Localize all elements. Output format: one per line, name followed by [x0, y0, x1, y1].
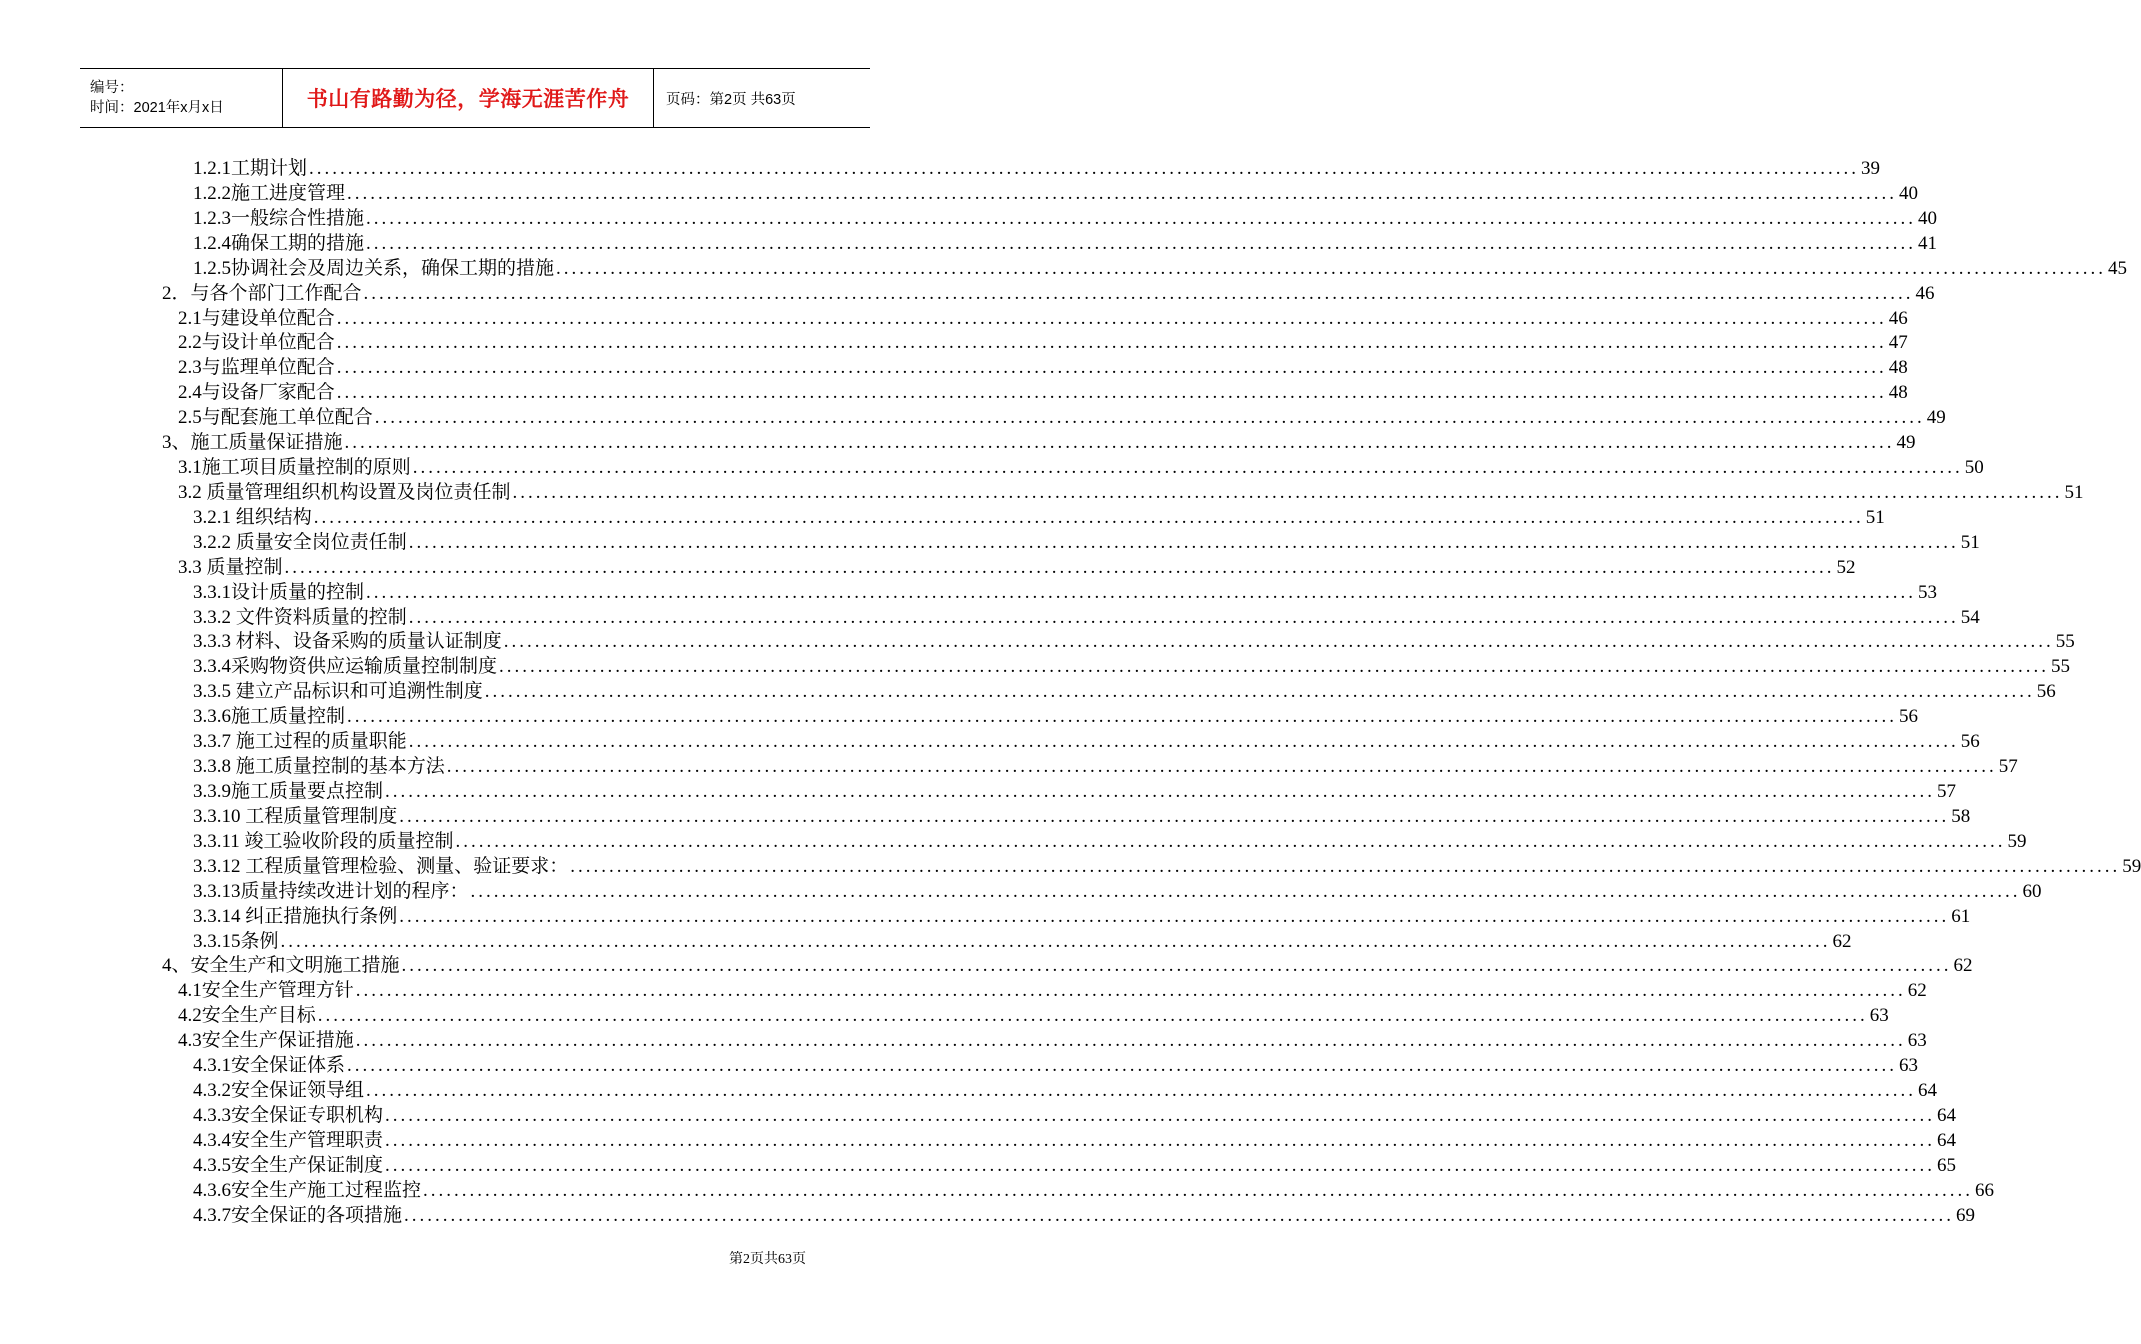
toc-dot-leader: ........................................................................................................................................................................................................ — [385, 1104, 1936, 1126]
toc-dot-leader: ........................................................................................................................................................................................................ — [336, 382, 1887, 404]
toc-entry[interactable] — [178, 329, 1908, 354]
toc-entry-title: 4.2安全生产目标 — [178, 1005, 316, 1027]
toc-dot-leader: ........................................................................................................................................................................................................ — [374, 407, 1925, 429]
toc-entry-title: 3.3.5 建立产品标识和可追溯性制度 — [193, 681, 483, 703]
toc-entry-page: 49 — [1926, 407, 1946, 429]
toc-dot-leader: ........................................................................................................................................................................................................ — [408, 606, 1959, 628]
toc-entry-title: 2.5与配套施工单位配合 — [178, 407, 373, 429]
document-date: 时间：2021年x月x日 — [90, 100, 224, 116]
toc-dot-leader: ........................................................................................................................................................................................................ — [355, 1030, 1906, 1052]
toc-entry[interactable] — [193, 1052, 1919, 1077]
toc-entry-page: 64 — [1937, 1129, 1957, 1151]
toc-entry[interactable] — [193, 878, 2042, 903]
toc-entry-title: 3.2.1 组织结构 — [193, 506, 312, 528]
toc-entry-title: 1.2.5协调社会及周边关系，确保工期的措施 — [193, 257, 555, 279]
toc-entry-title: 3.3.7 施工过程的质量职能 — [193, 731, 407, 753]
toc-entry-page: 57 — [1937, 781, 1957, 802]
toc-entry-title: 3.2 质量管理组织机构设置及岗位责任制 — [178, 481, 511, 503]
toc-entry-page: 46 — [1888, 307, 1908, 329]
toc-dot-leader: ........................................................................................................................................................................................................ — [363, 282, 1914, 304]
toc-dot-leader: ........................................................................................................................................................................................................ — [404, 1204, 1955, 1226]
toc-dot-leader: ........................................................................................................................................................................................................ — [366, 207, 1917, 229]
toc-entry-title: 3.3.9施工质量要点控制 — [193, 781, 384, 802]
page-header — [80, 68, 870, 128]
toc-entry-title: 4.3.6安全生产施工过程监控 — [193, 1179, 422, 1201]
toc-entry-title: 2.4与设备厂家配合 — [178, 382, 335, 404]
toc-entry[interactable] — [178, 454, 1984, 479]
toc-entry-page: 53 — [1918, 581, 1938, 603]
toc-entry[interactable] — [193, 1202, 1976, 1227]
toc-entry-page: 64 — [1918, 1080, 1938, 1102]
toc-dot-leader: ........................................................................................................................................................................................................ — [317, 1005, 1868, 1027]
toc-dot-leader: ........................................................................................................................................................................................................ — [347, 182, 1898, 204]
header-motto: 书山有路勤为径，学海无涯苦作舟 — [282, 69, 654, 127]
toc-entry-page: 62 — [1907, 980, 1927, 1002]
toc-entry-page: 51 — [1865, 506, 1885, 528]
toc-dot-leader: ........................................................................................................................................................................................................ — [355, 980, 1906, 1002]
toc-dot-leader: ........................................................................................................................................................................................................ — [455, 830, 2006, 852]
toc-entry[interactable] — [162, 952, 1973, 977]
toc-entry-title: 1.2.4确保工期的措施 — [193, 232, 365, 254]
toc-entry-title: 3.2.2 质量安全岗位责任制 — [193, 531, 407, 553]
toc-entry-page: 56 — [2036, 681, 2056, 703]
toc-dot-leader: ........................................................................................................................................................................................................ — [280, 930, 1831, 952]
toc-dot-leader: ........................................................................................................................................................................................................ — [446, 756, 1997, 778]
toc-entry-title: 3、施工质量保证措施 — [162, 432, 343, 454]
toc-dot-leader: ........................................................................................................................................................................................................ — [570, 855, 2121, 877]
toc-entry-page: 41 — [1918, 232, 1938, 254]
toc-dot-leader: ........................................................................................................................................................................................................ — [366, 581, 1917, 603]
toc-entry[interactable] — [193, 628, 2075, 653]
toc-entry[interactable] — [193, 753, 2018, 778]
toc-entry-page: 56 — [1960, 731, 1980, 753]
toc-dot-leader: ........................................................................................................................................................................................................ — [423, 1179, 1974, 1201]
toc-dot-leader: ........................................................................................................................................................................................................ — [385, 781, 1936, 802]
toc-entry-title: 3.3.13质量持续改进计划的程序： — [193, 880, 469, 902]
toc-entry[interactable] — [193, 903, 1971, 928]
toc-entry[interactable] — [193, 653, 2071, 678]
toc-entry-page: 55 — [2055, 631, 2075, 653]
toc-dot-leader: ........................................................................................................................................................................................................ — [399, 905, 1950, 927]
toc-entry-page: 49 — [1896, 432, 1916, 454]
toc-entry-page: 39 — [1861, 158, 1881, 179]
toc-entry-title: 3.3.1设计质量的控制 — [193, 581, 365, 603]
toc-dot-leader: ........................................................................................................................................................................................................ — [408, 531, 1959, 553]
toc-entry[interactable] — [162, 429, 1916, 454]
toc-entry-page: 48 — [1888, 357, 1908, 379]
toc-entry-title: 2．与各个部门工作配合 — [162, 282, 362, 304]
toc-entry[interactable] — [178, 404, 1946, 429]
toc-dot-leader: ........................................................................................................................................................................................................ — [313, 506, 1864, 528]
toc-entry-title: 4、安全生产和文明施工措施 — [162, 955, 400, 977]
toc-entry[interactable] — [178, 379, 1908, 404]
toc-dot-leader: ........................................................................................................................................................................................................ — [399, 805, 1950, 827]
toc-dot-leader: ........................................................................................................................................................................................................ — [401, 955, 1952, 977]
header-page-number: 页码：第2页 共63页 — [666, 91, 796, 108]
toc-entry-title: 3.3 质量控制 — [178, 556, 283, 578]
toc-entry-title: 3.3.3 材料、设备采购的质量认证制度 — [193, 631, 502, 653]
toc-entry-page: 55 — [2051, 656, 2071, 678]
toc-entry[interactable] — [193, 703, 1919, 728]
toc-entry-page: 51 — [1960, 531, 1980, 553]
toc-entry-title: 2.2与设计单位配合 — [178, 332, 335, 354]
toc-entry[interactable] — [193, 504, 1885, 529]
toc-entry-page: 48 — [1888, 382, 1908, 404]
toc-dot-leader: ........................................................................................................................................................................................................ — [408, 731, 1959, 753]
toc-entry-title: 3.3.11 竣工验收阶段的质量控制 — [193, 830, 454, 852]
toc-entry-page: 62 — [1832, 930, 1852, 952]
toc-entry-title: 4.3.4安全生产管理职责 — [193, 1129, 384, 1151]
toc-entry-page: 54 — [1960, 606, 1980, 628]
toc-entry[interactable] — [193, 678, 2056, 703]
toc-entry[interactable] — [193, 803, 1971, 828]
toc-entry-title: 2.3与监理单位配合 — [178, 357, 335, 379]
toc-entry-title: 1.2.1工期计划 — [193, 158, 308, 179]
toc-entry[interactable] — [178, 1027, 1927, 1052]
toc-entry-page: 63 — [1869, 1005, 1889, 1027]
toc-entry[interactable] — [178, 305, 1908, 330]
toc-dot-leader: ........................................................................................................................................................................................................ — [309, 158, 1860, 179]
toc-entry-title: 3.3.4采购物资供应运输质量控制制度 — [193, 656, 498, 678]
toc-entry[interactable] — [193, 928, 1852, 953]
toc-dot-leader: ........................................................................................................................................................................................................ — [344, 432, 1895, 454]
toc-entry[interactable] — [193, 728, 1980, 753]
toc-entry-page: 60 — [2022, 880, 2042, 902]
toc-entry[interactable] — [178, 977, 1927, 1002]
toc-dot-leader: ........................................................................................................................................................................................................ — [336, 332, 1887, 354]
toc-entry[interactable] — [193, 604, 1980, 629]
toc-dot-leader: ........................................................................................................................................................................................................ — [385, 1154, 1936, 1176]
toc-dot-leader: ........................................................................................................................................................................................................ — [470, 880, 2021, 902]
toc-entry-title: 1.2.3一般综合性措施 — [193, 207, 365, 229]
toc-entry-title: 3.1施工项目质量控制的原则 — [178, 457, 411, 479]
toc-entry-page: 61 — [1951, 905, 1971, 927]
toc-entry-title: 4.1安全生产管理方针 — [178, 980, 354, 1002]
toc-entry-page: 46 — [1915, 282, 1935, 304]
toc-entry-page: 51 — [2064, 481, 2084, 503]
toc-entry[interactable] — [193, 255, 2128, 280]
header-meta — [80, 69, 282, 127]
toc-entry[interactable] — [178, 554, 1856, 579]
toc-entry-page: 59 — [2122, 855, 2141, 877]
toc-entry-title: 3.3.10 工程质量管理制度 — [193, 805, 398, 827]
toc-entry[interactable] — [193, 1102, 1957, 1127]
toc-entry-page: 56 — [1899, 706, 1919, 728]
toc-entry-page: 52 — [1836, 556, 1856, 578]
toc-entry-page: 58 — [1951, 805, 1971, 827]
toc-entry[interactable] — [193, 205, 1938, 230]
toc-entry-title: 4.3.2安全保证领导组 — [193, 1080, 365, 1102]
toc-entry-title: 4.3.3安全保证专职机构 — [193, 1104, 384, 1126]
toc-entry-page: 40 — [1899, 182, 1919, 204]
toc-entry[interactable] — [193, 155, 1881, 180]
toc-entry[interactable] — [193, 1127, 1957, 1152]
toc-entry-page: 66 — [1975, 1179, 1995, 1201]
toc-entry-title: 2.1与建设单位配合 — [178, 307, 335, 329]
toc-entry[interactable] — [178, 354, 1908, 379]
toc-entry-page: 50 — [1964, 457, 1984, 479]
toc-entry-title: 3.3.12 工程质量管理检验、测量、验证要求： — [193, 855, 569, 877]
toc-entry-title: 4.3安全生产保证措施 — [178, 1030, 354, 1052]
document-code-label: 编号： — [90, 80, 134, 96]
toc-dot-leader: ........................................................................................................................................................................................................ — [366, 232, 1917, 254]
toc-dot-leader: ........................................................................................................................................................................................................ — [499, 656, 2050, 678]
toc-entry[interactable] — [193, 230, 1938, 255]
toc-dot-leader: ........................................................................................................................................................................................................ — [556, 257, 2107, 279]
toc-dot-leader: ........................................................................................................................................................................................................ — [336, 307, 1887, 329]
toc-entry-page: 40 — [1918, 207, 1938, 229]
toc-entry-page: 62 — [1953, 955, 1973, 977]
toc-dot-leader: ........................................................................................................................................................................................................ — [366, 1080, 1917, 1102]
toc-dot-leader: ........................................................................................................................................................................................................ — [347, 1055, 1898, 1077]
toc-dot-leader: ........................................................................................................................................................................................................ — [512, 481, 2063, 503]
toc-entry-title: 3.3.6施工质量控制 — [193, 706, 346, 728]
toc-entry[interactable] — [193, 853, 2141, 878]
toc-entry[interactable] — [193, 828, 2027, 853]
toc-entry-title: 3.3.2 文件资料质量的控制 — [193, 606, 407, 628]
toc-entry-page: 63 — [1899, 1055, 1919, 1077]
toc-entry-title: 3.3.8 施工质量控制的基本方法 — [193, 756, 445, 778]
toc-entry-title: 4.3.5安全生产保证制度 — [193, 1154, 384, 1176]
toc-dot-leader: ........................................................................................................................................................................................................ — [503, 631, 2054, 653]
toc-entry[interactable] — [193, 1077, 1938, 1102]
toc-entry-title: 3.3.14 纠正措施执行条例 — [193, 905, 398, 927]
toc-entry-page: 65 — [1937, 1154, 1957, 1176]
toc-dot-leader: ........................................................................................................................................................................................................ — [284, 556, 1835, 578]
toc-entry-page: 59 — [2007, 830, 2027, 852]
toc-dot-leader: ........................................................................................................................................................................................................ — [484, 681, 2035, 703]
toc-entry-page: 57 — [1998, 756, 2018, 778]
toc-dot-leader: ........................................................................................................................................................................................................ — [412, 457, 1963, 479]
toc-entry[interactable] — [193, 579, 1938, 604]
toc-entry-page: 45 — [2108, 257, 2128, 279]
toc-entry-page: 69 — [1956, 1204, 1976, 1226]
toc-entry-page: 64 — [1937, 1104, 1957, 1126]
page-footer: 第2页共63页 — [729, 1252, 806, 1267]
toc-entry[interactable] — [162, 280, 1935, 305]
toc-entry[interactable] — [193, 1177, 1995, 1202]
toc-entry[interactable] — [193, 778, 1957, 803]
toc-entry-page: 63 — [1907, 1030, 1927, 1052]
toc-entry[interactable] — [193, 529, 1980, 554]
toc-dot-leader: ........................................................................................................................................................................................................ — [385, 1129, 1936, 1151]
toc-entry[interactable] — [193, 1152, 1957, 1177]
toc-entry[interactable] — [178, 479, 2084, 504]
toc-dot-leader: ........................................................................................................................................................................................................ — [347, 706, 1898, 728]
toc-entry-title: 1.2.2施工进度管理 — [193, 182, 346, 204]
toc-entry[interactable] — [178, 1002, 1889, 1027]
toc-entry-title: 4.3.7安全保证的各项措施 — [193, 1204, 403, 1226]
toc-dot-leader: ........................................................................................................................................................................................................ — [336, 357, 1887, 379]
toc-entry[interactable] — [193, 180, 1919, 205]
toc-entry-title: 4.3.1安全保证体系 — [193, 1055, 346, 1077]
toc-entry-title: 3.3.15条例 — [193, 930, 279, 952]
toc-entry-page: 47 — [1888, 332, 1908, 354]
